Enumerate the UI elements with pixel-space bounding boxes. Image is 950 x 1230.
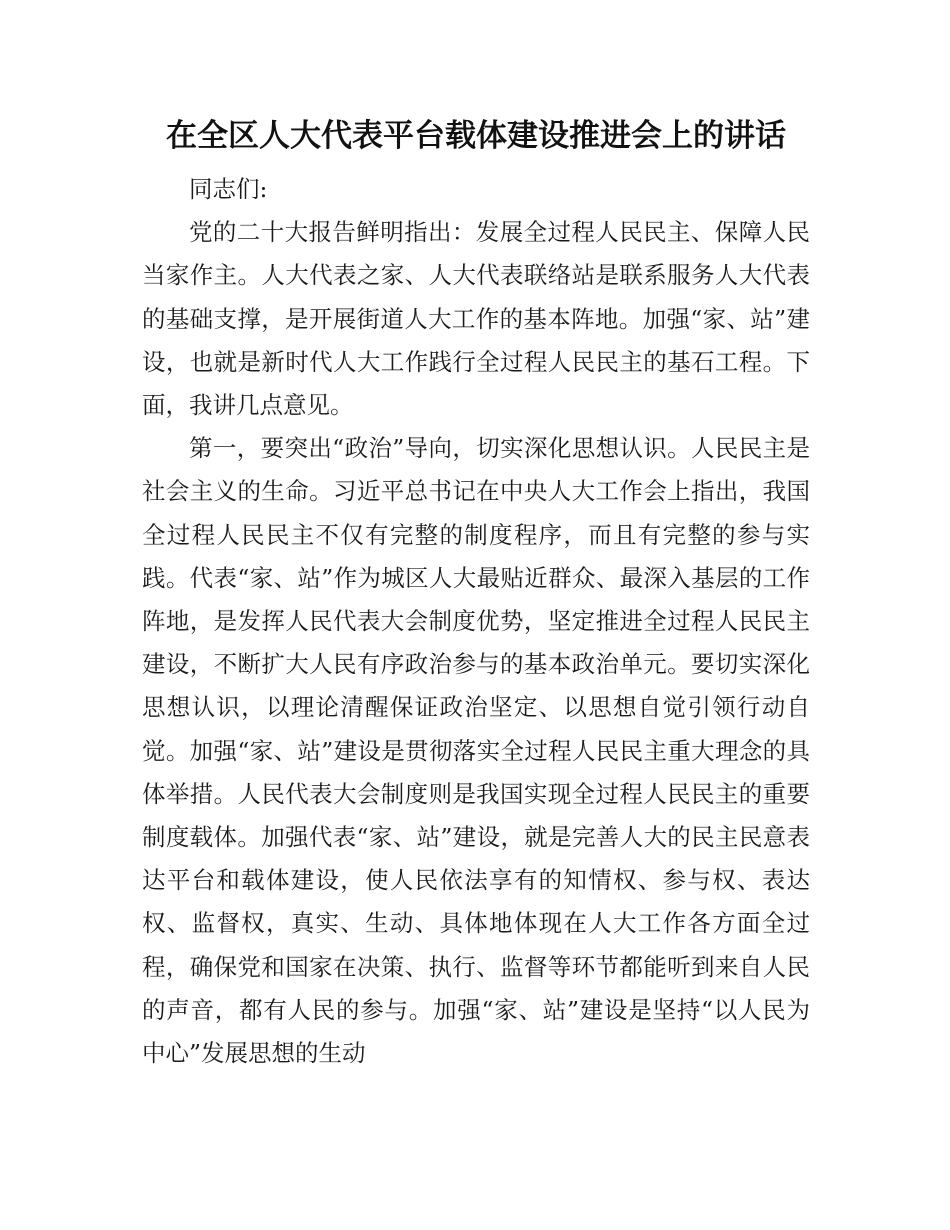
paragraph-1: 党的二十大报告鲜明指出：发展全过程人民民主、保障人民当家作主。人大代表之家、人大代表联络站是联系服务人大代表的基础支撑，是开展街道人大工作的基本阵地。加强“家、站”建设，也就是新时代人大工作践行全过程人民民主的基石工程。下面，我讲几点意见。 — [142, 218, 810, 420]
document-title: 在全区人大代表平台载体建设推进会上的讲话 — [166, 118, 786, 154]
salutation: 同志们: — [189, 175, 268, 203]
paragraph-2: 第一，要突出“政治”导向，切实深化思想认识。人民民主是社会主义的生命。习近平总书记在中央人大工作会上指出，我国全过程人民民主不仅有完整的制度程序，而且有完整的参与实践。代表“家、站”作为城区人大最贴近群众、最深入基层的工作阵地，是发挥人民代表大会制度优势，坚定推进全过程人民民主建设，不断扩大人民有序政治参与的基本政治单元。要切实深化思想认识，以理论清醒保证政治坚定、以思想自觉引领行动自觉。加强“家、站”建设是贯彻落实全过程人民民主重大理念的具体举措。人民代表大会制度则是我国实现全过程人民民主的重要制度载体。加强代表“家、站”建设，就是完善人大的民主民意表达平台和载体建设，使人民依法享有的知情权、参与权、表达权、监督权，真实、生动、具体地体现在人大工作各方面全过程，确保党和国家在决策、执行、监督等环节都能听到来自人民的声音，都有人民的参与。加强“家、站”建设是坚持“以人民为中心”发展思想的生动 — [142, 434, 810, 1068]
document-body — [142, 168, 810, 1075]
